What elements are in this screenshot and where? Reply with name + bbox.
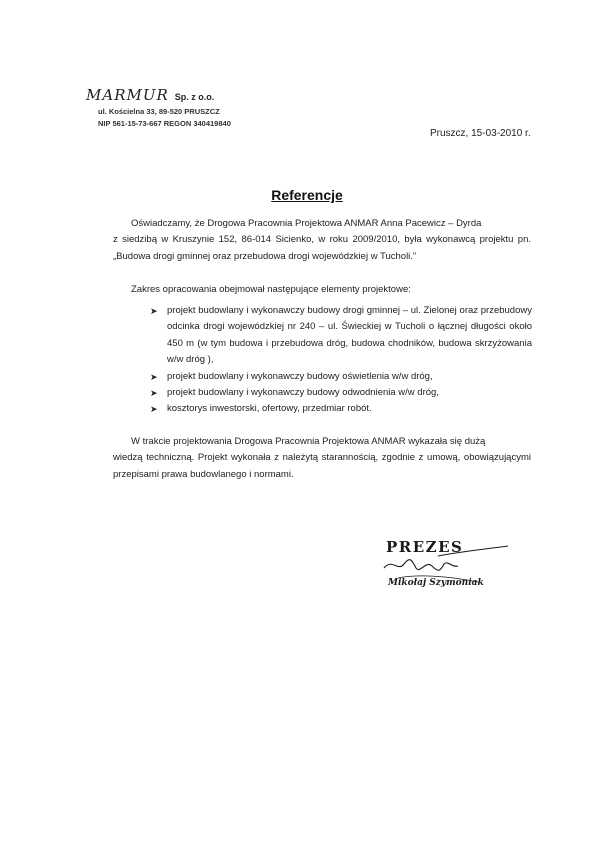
scope-list [150, 303, 532, 418]
paragraph-conclusion [113, 434, 531, 483]
company-logo: MARMUR [86, 86, 169, 104]
paragraph-intro-first-line: Oświadczamy, że Drogowa Pracownia Projektowa ANMAR Anna Pacewicz – Dyrda [131, 218, 482, 229]
list-item [150, 303, 532, 369]
letterhead-top-row [86, 86, 306, 104]
letter-date: Pruszcz, 15-03-2010 r. [430, 128, 531, 139]
stamp-title: PREZES [386, 538, 464, 556]
letterhead [86, 86, 306, 128]
paragraph-conclusion-rest: wiedzą techniczną. Projekt wykonała z należytą starannością, zgodnie z umową, obowiązującymi przepisami prawa budowlanego i normami. [113, 452, 531, 480]
stamp-name: Mikołaj Szymoniak [388, 578, 484, 588]
letter-title: Referencje [271, 187, 343, 203]
list-item-text: projekt budowlany i wykonawczy budowy oświetlenia w/w dróg, [167, 370, 433, 382]
arrow-bullet-icon: ➤ [150, 404, 158, 415]
handwritten-signature-icon [378, 538, 518, 598]
company-address: ul. Kościelna 33, 89-520 PRUSZCZ [98, 107, 220, 116]
company-ids: NIP 561-15-73-667 REGON 340419840 [98, 119, 231, 128]
list-item [150, 401, 532, 417]
company-form: Sp. z o.o. [174, 92, 215, 102]
list-item-text: projekt budowlany i wykonawczy budowy drogi gminnej – ul. Zielonej oraz przebudowy odcinka drogi wojewódzkiej nr 240 – ul. Świeckiej w Tucholi o łącznej długości około 450 m (w tym budowa i przebudowa dróg, budowa chodników, budowa skrzyżowania w/w dróg ), [167, 305, 532, 366]
list-item [150, 385, 532, 401]
signature-stamp [378, 538, 518, 598]
paragraph-scope-heading: Zakres opracowania obejmował następujące elementy projektowe: [131, 284, 411, 295]
letter-title-wrap [0, 187, 614, 205]
list-item-text: projekt budowlany i wykonawczy budowy odwodnienia w/w dróg, [167, 387, 439, 399]
list-item [150, 369, 532, 385]
list-item-text: kosztorys inwestorski, ofertowy, przedmiar robót. [167, 403, 372, 415]
paragraph-intro [113, 216, 531, 265]
arrow-bullet-icon: ➤ [150, 388, 158, 399]
paragraph-intro-rest: z siedzibą w Kruszynie 152, 86-014 Sicienko, w roku 2009/2010, była wykonawcą projektu pn. „Budowa drogi gminnej oraz przebudowa drogi wojewódzkiej w Tucholi.” [113, 234, 531, 262]
arrow-bullet-icon: ➤ [150, 306, 158, 316]
arrow-bullet-icon: ➤ [150, 371, 158, 382]
paragraph-conclusion-first-line: W trakcie projektowania Drogowa Pracownia Projektowa ANMAR wykazała się dużą [131, 436, 486, 447]
